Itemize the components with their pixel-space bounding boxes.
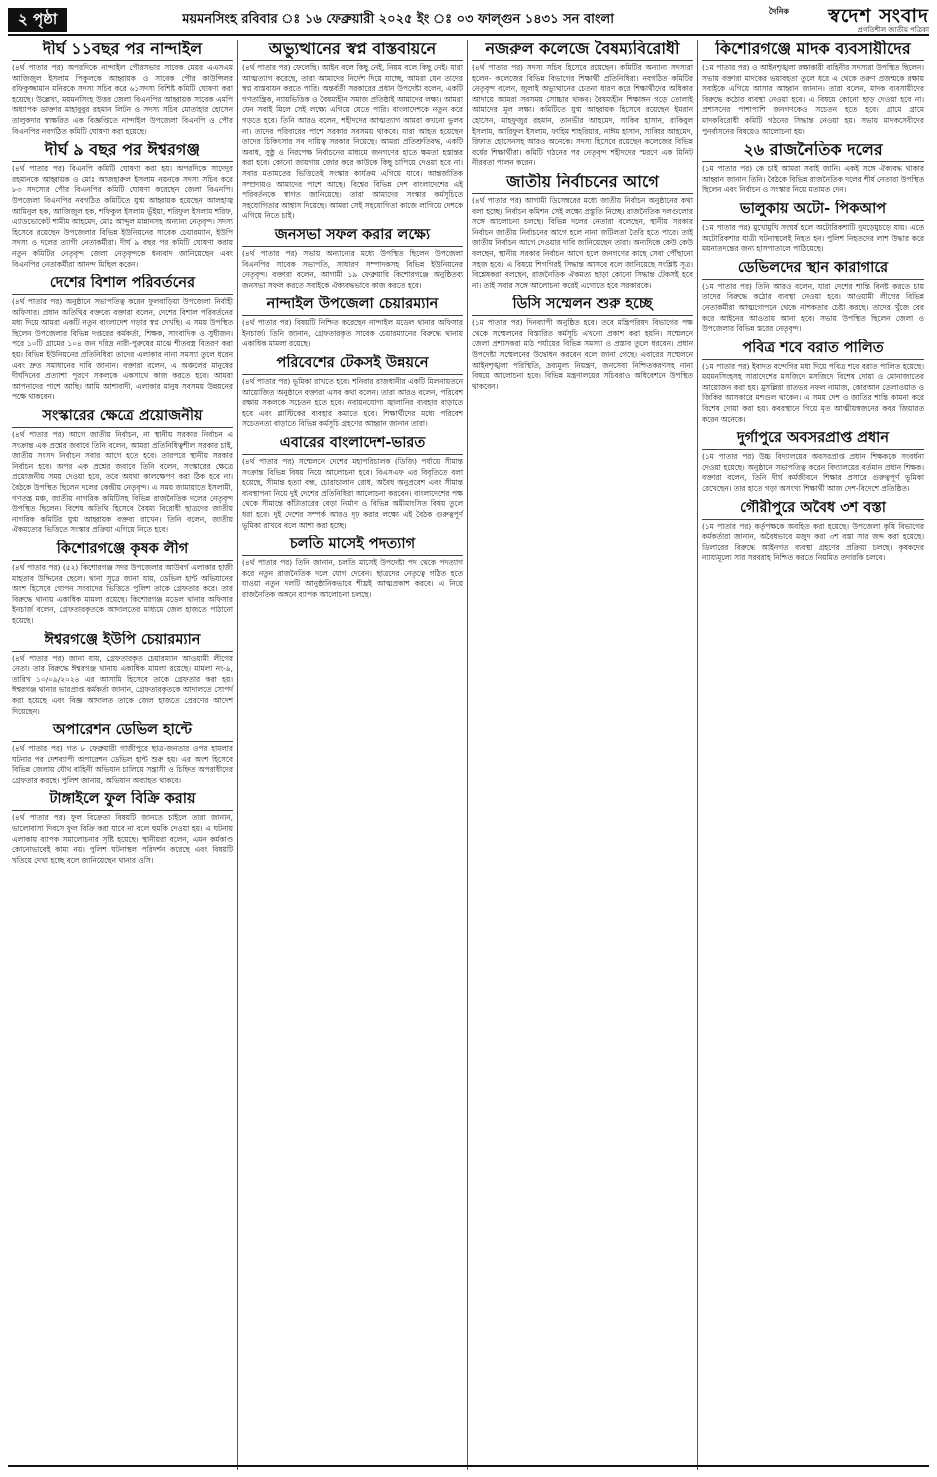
article (472, 173, 693, 291)
article-body: (৪র্থ পাতার পর) বিষয়টি নিশ্চিত করেছেন নান্দাইল মডেল থানার অফিসার ইনচার্জ। তিনি জানান, গ্রেফতারকৃত সাবেক চেয়ারম্যানের বিরুদ্ধে থানায় একাধিক মামলা রয়েছে। (242, 318, 463, 349)
article-body: (৪র্থ পাতার পর) অপরদিকে নান্দাইল পৌরসভার সাবেক মেয়র এএসএম আজিজুল ইসলাম পিকুলকে আহ্বায়ক ও সাবেক পৌর কাউন্সিলর রফিকুজ্জামান মনিরকে সদস্য সচিব করে ৬১সদস্য বিশিষ্ট কমিটি ঘোষণা করা হয়েছে। উল্লেখ্য, ময়মনসিংহ উত্তর জেলা বিএনপির আহ্বায়ক সাবেক এমপি অধ্যাপক ডাক্তার মাহাবুবুর রহমান লিটন ও সদস্য সচিব মোতাহার হোসেন তালুকদার স্বাক্ষরিত এক বিজ্ঞপ্তিতে নান্দাইল উপজেলা বিএনপি ও পৌর বিএনপির নবগঠিত কমিটি ঘোষণা করা হয়েছে। (12, 63, 233, 136)
article-body: (১ম পাতার পর) তিনি আরও বলেন, যারা দেশের শান্তি বিনষ্ট করতে চায় তাদের বিরুদ্ধে কঠোর ব্যবস্থা নেওয়া হবে। আওয়ামী লীগের বিভিন্ন নেতাকর্মীরা আত্মগোপনে থেকে নাশকতার চেষ্টা করছে। তাদের খুঁজে বের করে আইনের আওতায় আনা হবে। সভায় উপস্থিত ছিলেন জেলা ও উপজেলার বিভিন্ন স্তরের নেতৃবৃন্দ। (702, 281, 924, 334)
article-body: (৪র্থ পাতার পর) ফুল বিক্রেতা বিষয়টি জানতে চাইলে তারা জানান, ভালোবাসা দিবসে ফুল বিক্রি করা যাবে না বলে হুমকি দেওয়া হয়। এ ঘটনায় এলাকায় ব্যাপক সমালোচনার সৃষ্টি হয়েছে। স্থানীয়রা বলেন, এমন কর্মকাণ্ড কোনোভাবেই কাম্য নয়। পুলিশ ঘটনাস্থল পরিদর্শন করেছে এবং বিষয়টি খতিয়ে দেখা হচ্ছে বলে জানিয়েছেন থানার ওসি। (12, 813, 233, 865)
column-2 (238, 40, 468, 1470)
article-body: (১ম পাতার পর) ও আইনশৃঙ্খলা রক্ষাকারী বাহিনীর সদস্যরা উপস্থিত ছিলেন। সভায় বক্তারা মাদকের ভয়াবহতা তুলে ধরে এ থেকে তরুণ প্রজন্মকে রক্ষায় সবাইকে এগিয়ে আসার আহ্বান জানান। তারা বলেন, মাদক ব্যবসায়ীদের বিরুদ্ধে কঠোর ব্যবস্থা নেওয়া হবে। এ বিষয়ে কোনো ছাড় দেওয়া হবে না। প্রশাসনের পাশাপাশি জনগণকেও সচেতন হতে হবে। গ্রামে গ্রামে মাদকবিরোধী কমিটি গঠনের সিদ্ধান্ত নেওয়া হয়। সভায় মাদকসেবীদের পুনর্বাসনের বিষয়েও আলোচনা হয়। (702, 63, 924, 136)
logo-prefix: দৈনিক (768, 7, 789, 16)
headline: দুর্গাপুরে অবসরপ্রাপ্ত প্রধান (702, 429, 924, 450)
article-body: (৪র্থ পাতার পর) আগামী ডিসেম্বরের মধ্যে জাতীয় নির্বাচন অনুষ্ঠানের কথা বলা হচ্ছে। নির্বাচন কমিশন সেই লক্ষ্যে প্রস্তুতি নিচ্ছে। রাজনৈতিক দলগুলোর সঙ্গে আলোচনা চলছে। বিভিন্ন দলের নেতারা বলেছেন, স্থানীয় সরকার নির্বাচন জাতীয় নির্বাচনের আগে হলে নানা জটিলতা তৈরি হতে পারে। তাই জাতীয় নির্বাচন আগে দেওয়ার দাবি জানিয়েছেন তারা। অন্যদিকে কেউ কেউ বলছেন, স্থানীয় সরকার নির্বাচন আগে হলে জনগণের কাছে সেবা পৌঁছানো সহজ হবে। এ বিষয়ে শিগগিরই সিদ্ধান্ত আসবে বলে জানিয়েছে সংশ্লিষ্ট সূত্র। বিশ্লেষকরা বলছেন, রাজনৈতিক ঐকমত্য ছাড়া কোনো সিদ্ধান্ত টেকসই হবে না। তাই সবার সঙ্গে আলোচনা করেই এগোতে হবে সরকারকে। (472, 195, 693, 290)
article (242, 226, 463, 291)
article-body: (১ম পাতার পর) ইবাদত বন্দেগির মধ্য দিয়ে পবিত্র শবে বরাত পালিত হয়েছে। ময়মনসিংহসহ সারাদেশের মসজিদে মসজিদে বিশেষ দোয়া ও মোনাজাতের আয়োজন করা হয়। মুসল্লিরা রাতভর নফল নামাজ, কোরআন তেলাওয়াত ও জিকির আসকারে মশগুল থাকেন। এ সময় দেশ ও জাতির শান্তি কামনা করে বিশেষ দোয়া করা হয়। কবরস্থানে গিয়ে মৃত আত্মীয়স্বজনের কবর জিয়ারত করেন অনেকে। (702, 361, 924, 424)
headline: ঈশ্বরগঞ্জে ইউপি চেয়ারম্যান (12, 631, 233, 652)
logo-tagline: প্রগতিশীল জাতীয় পত্রিকা (857, 26, 929, 34)
article-body: (৪র্থ পাতার পর) সম্মেলনে দেশের মহাপরিচালক (ডিজি) পর্যায়ে সীমান্ত সংক্রান্ত বিভিন্ন বিষয় নিয়ে আলোচনা হবে। বিএসএফ এর বিবৃতিতে বলা হয়েছে, সীমান্ত হত্যা বন্ধ, চোরাচালান রোধ, অবৈধ অনুপ্রবেশ এবং সীমান্ত ব্যবস্থাপনা নিয়ে দুই দেশের প্রতিনিধিরা আলোচনা করবেন। বাংলাদেশের পক্ষ থেকে সীমান্তে কাঁটাতারের বেড়া নির্মাণ ও বিভিন্ন অমীমাংসিত বিষয় তুলে ধরা হবে। দুই দেশের সম্পর্ক আরও দৃঢ় করার লক্ষ্যে এই বৈঠক গুরুত্বপূর্ণ ভূমিকা রাখবে বলে আশা করা হচ্ছে। (242, 457, 463, 530)
headline: এবারের বাংলাদেশ-ভারত (242, 434, 463, 455)
article-body: (১ম পাতার পর) মুখোমুখি সংঘর্ষ হলে অটোরিকশাটি দুমড়েমুচড়ে যায়। এতে অটোরিকশার যাত্রী ঘটনাস্থলেই নিহত হন। পুলিশ নিহতদের লাশ উদ্ধার করে ময়নাতদন্তের জন্য হাসপাতালে পাঠিয়েছে। (702, 222, 924, 254)
headline: জনসভা সফল করার লক্ষ্যে (242, 226, 463, 247)
article (12, 407, 233, 536)
article (702, 429, 924, 494)
headline: পরিবেশের টেকসই উন্নয়নে (242, 354, 463, 375)
headline: ডিসি সম্মেলন শুরু হচ্ছে (472, 295, 693, 316)
headline: সংস্কারের ক্ষেত্রে প্রয়োজনীয় (12, 407, 233, 428)
headline: নান্দাইল উপজেলা চেয়ারম্যান (242, 295, 463, 316)
logo-name: স্বদেশ সংবাদ (828, 5, 929, 27)
article-body: (৪র্থ পাতার পর) ফেলেছি। আইন বলে কিছু নেই, নিয়ম বলে কিছু নেই। যারা আত্মত্যাগ করেছে, তারা আমাদের নির্দেশ দিয়ে যাচ্ছে, আমরা যেন তাদের স্বপ্ন বাস্তবায়ন করতে পারি। অন্তর্বর্তী সরকারের প্রধান উপদেষ্টা বলেন, একটি গণতান্ত্রিক, ন্যায়ভিত্তিক ও বৈষম্যহীন সমাজ প্রতিষ্ঠাই আমাদের লক্ষ্য। আমরা যেন সবাই মিলে সেই লক্ষ্যে এগিয়ে যেতে পারি। বাংলাদেশকে নতুন করে গড়তে হবে। তিনি আরও বলেন, শহীদদের আত্মত্যাগ আমরা কখনো ভুলব না। তাদের পরিবারের পাশে সরকার সবসময় থাকবে। যারা আহত হয়েছেন তাদের চিকিৎসার সব দায়িত্ব সরকার নিয়েছে। আমরা প্রতিশ্রুতিবদ্ধ, একটি অবাধ, সুষ্ঠু ও নিরপেক্ষ নির্বাচনের মাধ্যমে জনগণের হাতে ক্ষমতা হস্তান্তর করা হবে। কোনো জায়গায় জোর করে কাউকে কিছু চাপিয়ে দেওয়া হবে না। সবার মতামতের ভিত্তিতেই সংস্কার কার্যক্রম এগিয়ে যাবে। আন্তর্জাতিক সম্প্রদায়ও আমাদের পাশে আছে। বিশ্বের বিভিন্ন দেশ বাংলাদেশের এই পরিবর্তনকে স্বাগত জানিয়েছে। তারা আমাদের সংস্কার কর্মসূচিতে সহযোগিতার আশ্বাস দিয়েছে। আমরা সেই সহযোগিতা কাজে লাগিয়ে দেশকে এগিয়ে নিতে চাই। (242, 63, 463, 221)
article (472, 40, 693, 169)
article-body: (৪র্থ পাতার পর) তিনি জানান, চলতি মাসেই উপদেষ্টা পদ থেকে পদত্যাগ করে নতুন রাজনৈতিক দলে যোগ দেবেন। ছাত্রদের নেতৃত্বে গঠিত হতে যাওয়া নতুন দলটি আনুষ্ঠানিকভাবে শীঘ্রই আত্মপ্রকাশ করবে। এ নিয়ে রাজনৈতিক অঙ্গনে ব্যাপক আলোচনা চলছে। (242, 558, 463, 599)
article (12, 141, 233, 270)
article (242, 434, 463, 531)
article-body: (৪র্থ পাতার পর) অনুষ্ঠানে সভাপতিত্ব করেন ফুলবাড়িয়া উপজেলা নির্বাহী অফিসার। প্রধান অতিথির বক্তব্যে বক্তারা বলেন, দেশের বিশাল পরিবর্তনের মধ্য দিয়ে আমরা একটি নতুন বাংলাদেশ গড়ার স্বপ্ন দেখছি। এ সময় উপস্থিত ছিলেন উপজেলার বিভিন্ন দপ্তরের কর্মকর্তা, শিক্ষক, সাংবাদিক ও সুধীজন। পরে ১০টি গ্রামের ১০৪ জন দরিদ্র নারী-পুরুষের মাঝে শীতবস্ত্র বিতরণ করা হয়। বিভিন্ন ইউনিয়নের প্রতিনিধিরা তাদের এলাকার নানা সমস্যা তুলে ধরেন এবং দ্রুত সমাধানের দাবি জানান। বক্তারা বলেন, এ অঞ্চলের মানুষের দীর্ঘদিনের প্রত্যাশা পূরণে সকলকে একসাথে কাজ করতে হবে। আমরা আপনাদের পাশে আছি। আমি আশাবাদী, এলাকার মানুষ সবসময় উন্নয়নের পক্ষে থাকবেন। (12, 297, 233, 402)
article (242, 40, 463, 222)
columns (8, 40, 929, 1470)
headline: ২৬ রাজনৈতিক দলের (702, 141, 924, 162)
headline: অভ্যুত্থানের স্বপ্ন বাস্তবায়নে (242, 40, 463, 61)
article-body: (৪র্থ পাতার পর) (৫২) কিশোরগঞ্জ সদর উপজেলার আউবর্গ এলাকার হাজী মাহতাব উদ্দিনের ছেলে। থানা সূত্রে জানা যায়, ডেভিল হান্ট অভিযানের অংশ হিসেবে গোপন সংবাদের ভিত্তিতে পুলিশ তাকে গ্রেফতার করে। তার বিরুদ্ধে থানায় একাধিক মামলা রয়েছে। কিশোরগঞ্জ মডেল থানার অফিসার ইনচার্জ বলেন, গ্রেফতারকৃতকে আদালতের মাধ্যমে জেল হাজতে পাঠানো হয়েছে। (12, 562, 233, 625)
headline: নজরুল কলেজে বৈষম্যবিরোধী (472, 40, 693, 61)
article (12, 540, 233, 627)
article-body: (৪র্থ পাতার পর) ভূমিকা রাখতে হবে। শনিবার রাজধানীর একটি মিলনায়তনে আয়োজিত অনুষ্ঠানে বক্তারা এসব কথা বলেন। তারা আরও বলেন, পরিবেশ রক্ষায় সকলকে সচেতন হতে হবে। নবায়নযোগ্য জ্বালানির ব্যবহার বাড়াতে হবে এবং প্লাস্টিকের ব্যবহার কমাতে হবে। শিক্ষার্থীদের মধ্যে পরিবেশ সচেতনতা বাড়াতে বিভিন্ন কর্মসূচি গ্রহণের আহ্বান জানান তারা। (242, 377, 463, 429)
article (12, 721, 233, 786)
dateline: ময়মনসিংহ রবিবার ঃ ১৬ ফেব্রুয়ারী ২০২৫ ইং ঃ ০৩ ফাল্গুন ১৪৩১ সন বাংলা (182, 11, 615, 27)
article-body: (৪র্থ পাতার পর) জানা যায়, গ্রেফতারকৃত চেয়ারম্যান আওয়ামী লীগের নেতা। তার বিরুদ্ধে ঈশ্বরগঞ্জ থানায় একাধিক মামলা রয়েছে। মামলা নং-৯, তারিখ ১০/০৯/২০২৪ এর আসামি হিসেবে তাকে গ্রেফতার করা হয়। ঈশ্বরগঞ্জ থানার ভারপ্রাপ্ত কর্মকর্তা জানান, গ্রেফতারকৃতকে আদালতে সোপর্দ করা হয়েছে এবং বিজ্ঞ আদালত তাকে জেল হাজতে প্রেরণের আদেশ দিয়েছেন। (12, 653, 233, 716)
article (472, 295, 693, 392)
article-body: (১ম পাতার পর) কে চাই আমরা সবাই জানি। একই সঙ্গে ঐক্যবদ্ধ থাকার আহ্বান জানান তিনি। বৈঠকে বিভিন্ন রাজনৈতিক দলের শীর্ষ নেতারা উপস্থিত ছিলেন এবং নির্বাচন ও সংস্কার নিয়ে মতামত দেন। (702, 164, 924, 195)
headline: ডেভিলদের স্থান কারাগারে (702, 259, 924, 280)
article (242, 295, 463, 350)
article (702, 200, 924, 255)
article (702, 339, 924, 426)
headline: জাতীয় নির্বাচনের আগে (472, 173, 693, 194)
column-4 (698, 40, 928, 1470)
headline: গৌরীপুরে অবৈধ ৩শ বস্তা (702, 499, 924, 520)
article-body: (৪র্থ পাতার পর) সদস্য সচিব হিসেবে রয়েছেন। কমিটির অন্যান্য সদস্যরা হলেন- কলেজের বিভিন্ন বিভাগের শিক্ষার্থী প্রতিনিধিরা। নবগঠিত কমিটির নেতৃবৃন্দ বলেন, জুলাই অভ্যুত্থানের চেতনা ধারণ করে শিক্ষার্থীদের অধিকার আদায়ে আমরা সবসময় সোচ্চার থাকব। বৈষম্যহীন শিক্ষাঙ্গন গড়ে তোলাই আমাদের মূল লক্ষ্য। কমিটিতে যুগ্ম আহ্বায়ক হিসেবে রয়েছেন ইমরান হোসেন, মাহফুজুর রহমান, তানভীর আহমেদ, সাকিব হাসান, রাকিবুল ইসলাম, আরিফুল ইসলাম, ফাহিম শাহরিয়ার, নাঈম হাসান, সাব্বির আহমেদ, রিফাত হোসেনসহ আরও অনেকে। সদস্য হিসেবে রয়েছেন কলেজের বিভিন্ন বর্ষের শিক্ষার্থীরা। কমিটি গঠনের পর নেতৃবৃন্দ শহীদদের স্মরণে এক মিনিট নীরবতা পালন করেন। (472, 63, 693, 168)
headline: দীর্ঘ ১১বছর পর নান্দাইল (12, 40, 233, 61)
article (242, 354, 463, 430)
bottom-rule (8, 1465, 929, 1467)
article-body: (১ম পাতার পর) উচ্চ বিদ্যালয়ের অবসরপ্রাপ্ত প্রধান শিক্ষককে সংবর্ধনা দেওয়া হয়েছে। অনুষ্ঠানে সভাপতিত্ব করেন বিদ্যালয়ের বর্তমান প্রধান শিক্ষক। বক্তারা বলেন, তিনি দীর্ঘ কর্মজীবনে শিক্ষার প্রসারে গুরুত্বপূর্ণ ভূমিকা রেখেছেন। তার হাতে গড়া অসংখ্য শিক্ষার্থী আজ দেশ-বিদেশে প্রতিষ্ঠিত। (702, 452, 924, 494)
headline: পবিত্র শবে বরাত পালিত (702, 339, 924, 360)
article (12, 274, 233, 403)
headline: দীর্ঘ ৯ বছর পর ঈশ্বরগঞ্জ (12, 141, 233, 162)
article (12, 790, 233, 866)
article-body: (৪র্থ পাতার পর) বিএনপি কমিটি ঘোষণা করা হয়। অপরদিকে সাদেদুর রহমানকে আহ্বায়ক ও মোঃ আজহারুল ইসলাম নয়নকে সদস্য সচিব করে ৮৩ সদস্যের পৌর বিএনপির কমিটি ঘোষণা করেছেন জেলা বিএনপি। উপজেলা বিএনপির নবগঠিত কমিটিতে যুগ্ম আহ্বায়ক হয়েছেন আলহাজ্ব আমিনুল হক, আজিজুল হক, শফিকুল ইসলাম ভুঁইয়া, শরিফুল ইসলাম শরিফ, এ্যাডভোকেট শামীম আহমেদ, মোঃ আব্দুল মান্নানসহ অন্যান্য নেতৃবৃন্দ। সদস্য হিসেবে রয়েছেন উপজেলার বিভিন্ন ইউনিয়নের সাবেক চেয়ারম্যান, ইউপি সদস্য ও দলের ত্যাগী নেতাকর্মীরা। দীর্ঘ ৯ বছর পর কমিটি ঘোষণা করায় নতুন কমিটির নেতৃবৃন্দ জেলা নেতৃবৃন্দকে ধন্যবাদ জানিয়েছেন এবং বিএনপির নেতাকর্মীরা আনন্দ মিছিল করেন। (12, 164, 233, 269)
page-number: ২ পৃষ্ঠা (8, 8, 67, 32)
headline: অপারেশন ডেভিল হান্টে (12, 721, 233, 742)
article-body: (১ম পাতার পর) দিনব্যাপী অনুষ্ঠিত হবে। তবে মন্ত্রিপরিষদ বিভাগের পক্ষ থেকে সম্মেলনের বিস্তারিত কর্মসূচি এখনো প্রকাশ করা হয়নি। সম্মেলনে জেলা প্রশাসকরা মাঠ পর্যায়ের বিভিন্ন সমস্যা ও প্রস্তাব তুলে ধরবেন। প্রধান উপদেষ্টা সম্মেলনের উদ্বোধন করবেন বলে জানা গেছে। এবারের সম্মেলনে আইনশৃঙ্খলা পরিস্থিতি, দ্রব্যমূল্য নিয়ন্ত্রণ, জনসেবা নিশ্চিতকরণসহ নানা বিষয়ে আলোচনা হবে। বিভিন্ন মন্ত্রণালয়ের সচিবরাও অধিবেশনে উপস্থিত থাকবেন। (472, 318, 693, 391)
headline: কিশোরগঞ্জে কৃষক লীগ (12, 540, 233, 561)
article (12, 40, 233, 137)
article (12, 631, 233, 718)
headline: কিশোরগঞ্জে মাদক ব্যবসায়ীদের (702, 40, 924, 61)
article (702, 259, 924, 335)
article (702, 141, 924, 196)
article-body: (৪র্থ পাতার পর) আগে জাতীয় নির্বাচন, না স্থানীয় সরকার নির্বাচন এ সংক্রান্ত এক প্রশ্নের জবাবে তিনি বলেন, আমরা প্রতিনিধিত্বশীল সরকার চাই, জাতীয় সংসদ নির্বাচন সবার আগে হতে হবে। তারপরে স্থানীয় সরকার নির্বাচন হবে। অপর এক প্রশ্নের জবাবে তিনি বলেন, সংস্কারের ক্ষেত্রে প্রয়োজনীয় সময় দেওয়া হবে, তবে অযথা কালক্ষেপণ করা ঠিক হবে না। বৈঠকে উপস্থিত ছিলেন দলের কেন্দ্রীয় নেতৃবৃন্দ। এ সময় জামায়াতে ইসলামী, গণতন্ত্র মঞ্চ, জাতীয় নাগরিক কমিটিসহ বিভিন্ন রাজনৈতিক দলের নেতৃবৃন্দ উপস্থিত ছিলেন। বিশেষ অতিথি হিসেবে বৈষম্য বিরোধী ছাত্রদের জাতীয় নাগরিক কমিটির যুগ্ম আহ্বায়ক বক্তব্য রাখেন। তিনি বলেন, জাতীয় ঐকমত্যের ভিত্তিতে সংস্কার প্রক্রিয়া এগিয়ে নিতে হবে। (12, 430, 233, 535)
article-body: (৪র্থ পাতার পর) গত ৮ ফেব্রুয়ারী গাজীপুরে ছাত্র-জনতার ওপর হামলার ঘটনার পর দেশব্যাপী অপারেশন ডেভিল হান্ট শুরু হয়। এর অংশ হিসেবে বিভিন্ন জেলায় যৌথ বাহিনী অভিযান চালিয়ে সন্ত্রাসী ও চিহ্নিত অপরাধীদের গ্রেফতার করছে। পুলিশ জানায়, অভিযান অব্যাহত থাকবে। (12, 744, 233, 785)
article-body: (১ম পাতার পর) কর্তৃপক্ষকে অবহিত করা হয়েছে। উপজেলা কৃষি বিভাগের কর্মকর্তারা জানান, অবৈধভাবে মজুদ করা ৩শ বস্তা সার জব্দ করা হয়েছে। ডিলারের বিরুদ্ধে আইনগত ব্যবস্থা গ্রহণের প্রক্রিয়া চলছে। কৃষকদের ন্যায্যমূল্যে সার সরবরাহ নিশ্চিত করতে নিয়মিত তদারকি চলবে। (702, 521, 924, 563)
article-body: (৪র্থ পাতার পর) সভায় অন্যান্যের মধ্যে উপস্থিত ছিলেন উপজেলা বিএনপির সাবেক সভাপতি, সাধারণ সম্পাদকসহ বিভিন্ন ইউনিয়নের নেতৃবৃন্দ। বক্তারা বলেন, আগামী ১৯ ফেব্রুয়ারি কিশোরগঞ্জে অনুষ্ঠিতব্য জনসভা সফল করতে সবাইকে ঐক্যবদ্ধভাবে কাজ করতে হবে। (242, 248, 463, 290)
newspaper-logo (729, 6, 929, 34)
headline: দেশের বিশাল পরিবর্তনের (12, 274, 233, 295)
headline: ভালুকায় অটো- পিকআপ (702, 200, 924, 221)
column-3 (468, 40, 698, 1470)
masthead (8, 6, 929, 36)
article (242, 535, 463, 600)
article (702, 499, 924, 564)
headline: চলতি মাসেই পদত্যাগ (242, 535, 463, 556)
article (702, 40, 924, 137)
column-1 (8, 40, 238, 1470)
headline: টাঙ্গাইলে ফুল বিক্রি করায় (12, 790, 233, 811)
